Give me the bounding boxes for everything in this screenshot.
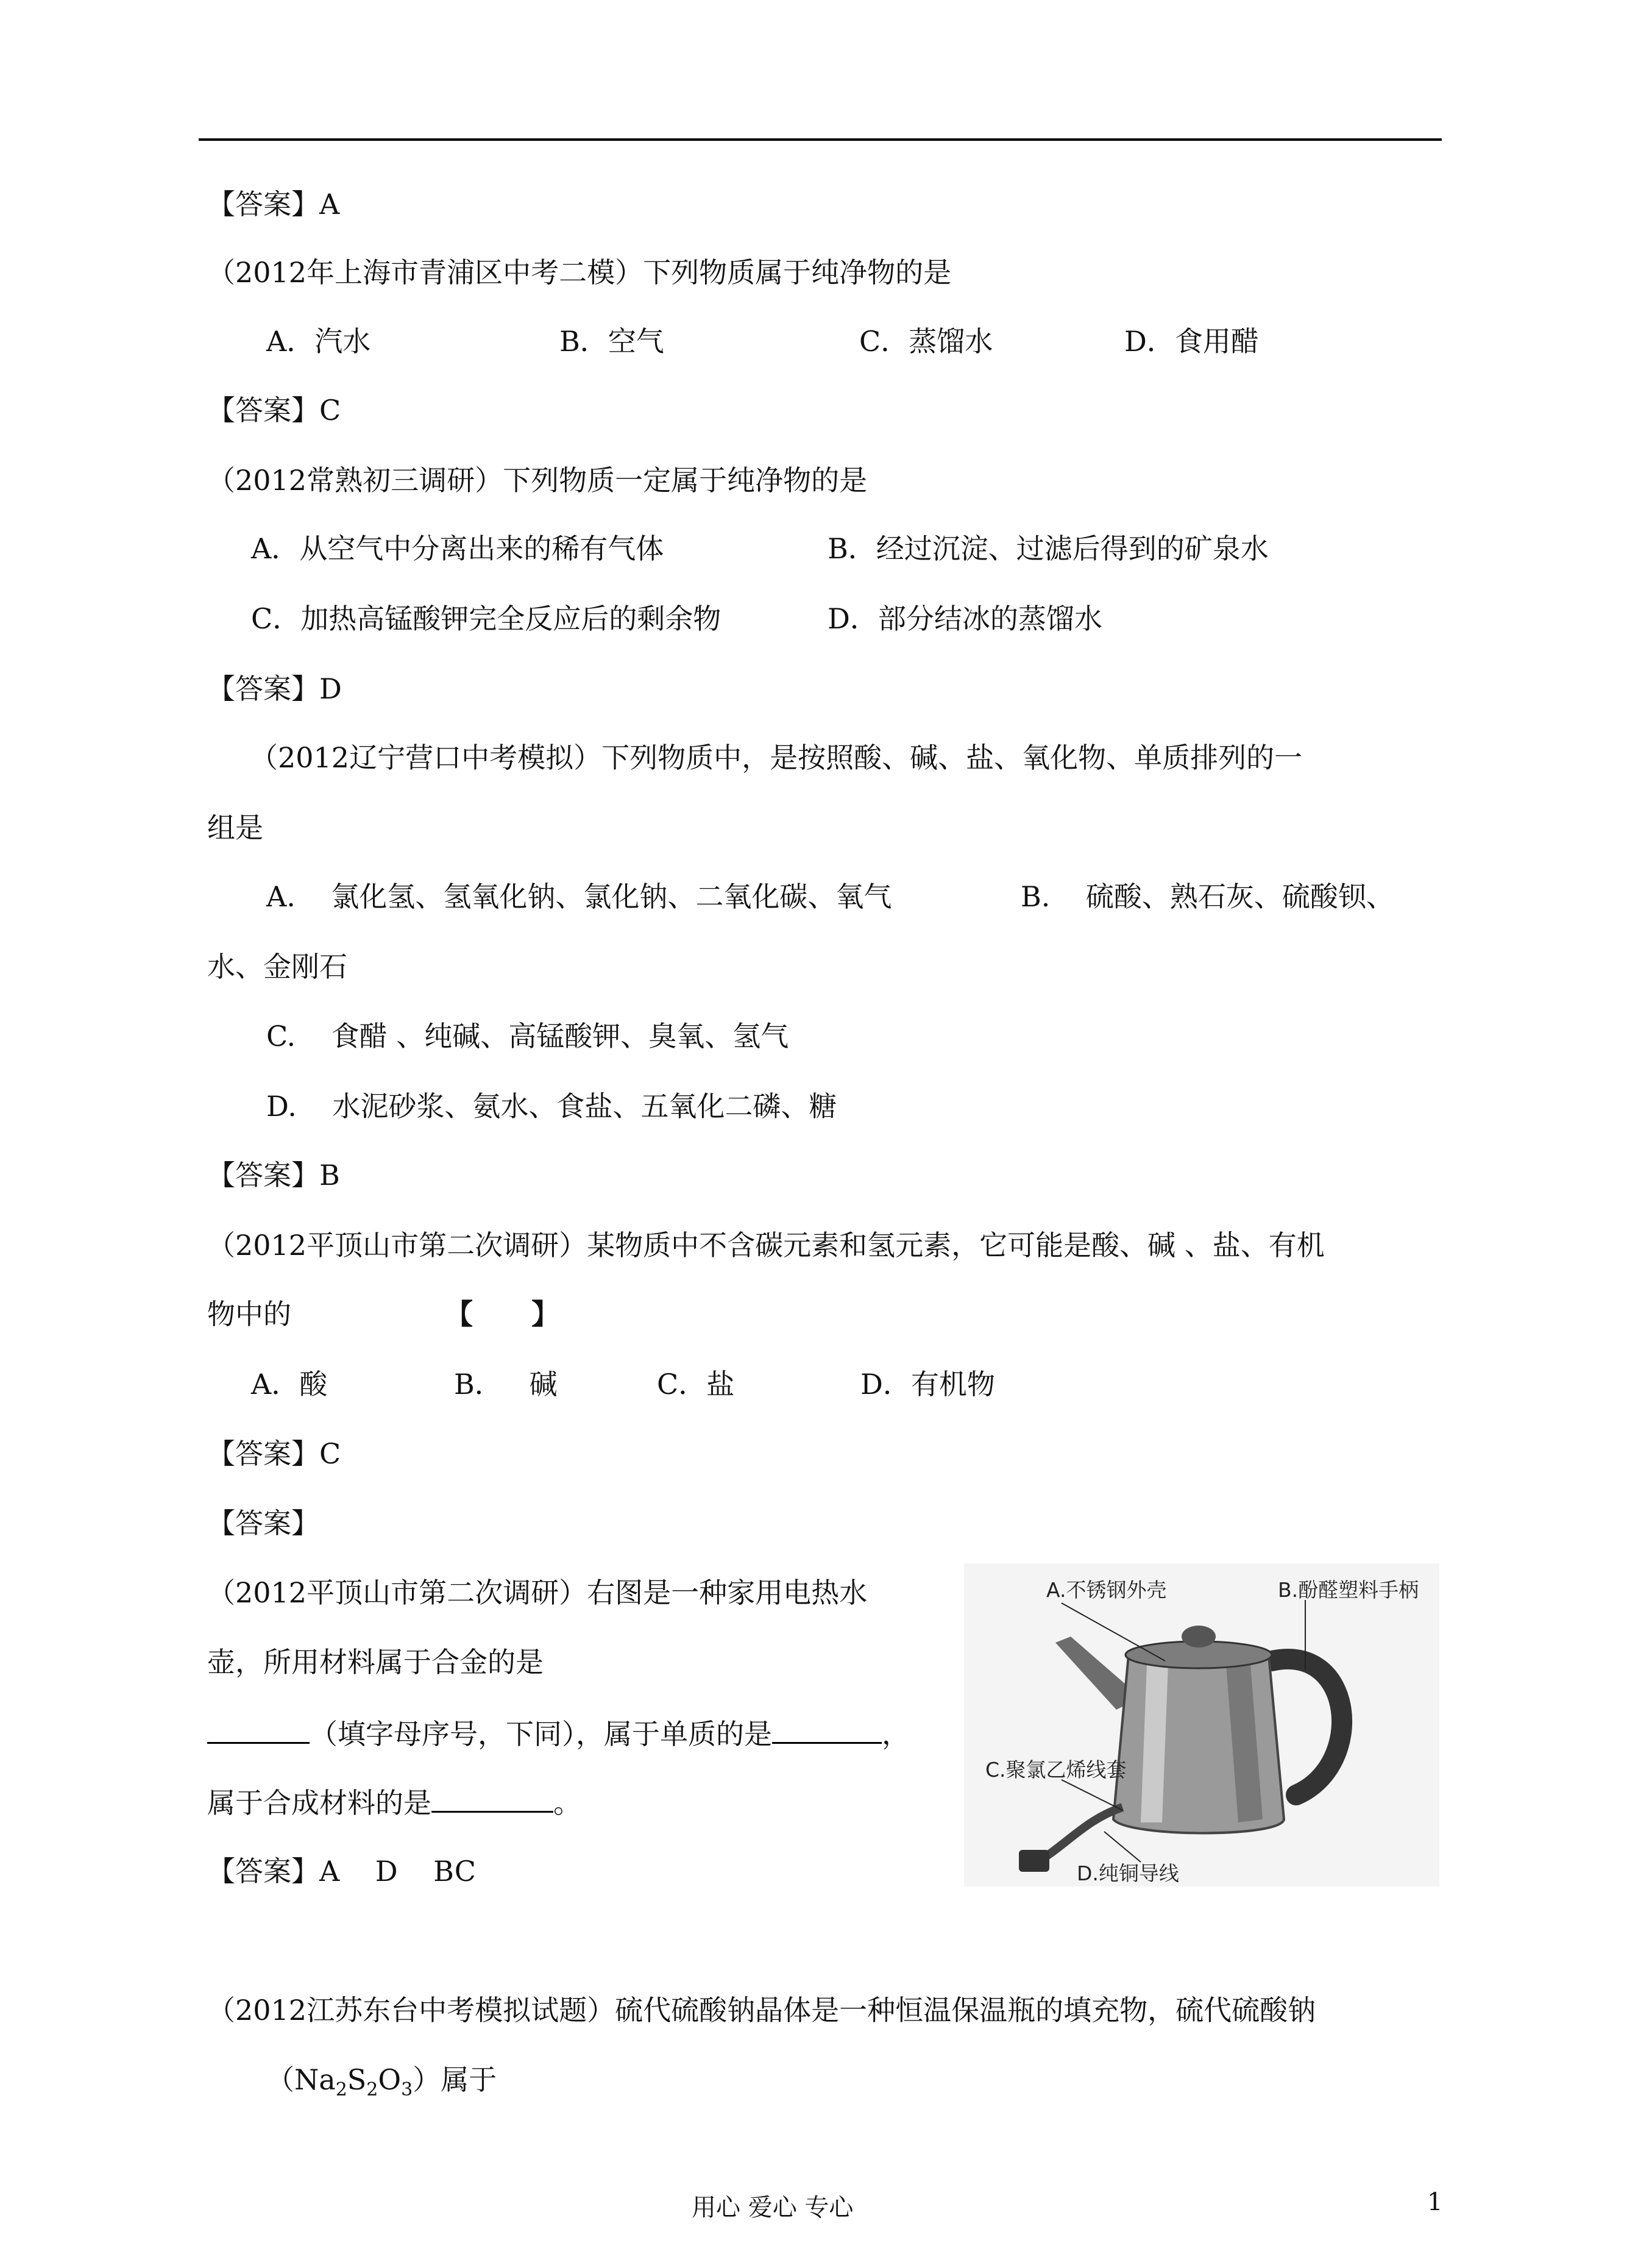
footer-slogan: 用心 爱心 专心	[692, 2194, 854, 2222]
option-d: D. 水泥砂浆、氨水、食盐、五氧化二磷、糖	[266, 1090, 837, 1123]
stem-text: 。	[553, 1786, 581, 1819]
label-b: B.酚醛塑料手柄	[1278, 1578, 1419, 1602]
question-stem-cont: 壶，所用材料属于合金的是	[207, 1646, 544, 1679]
answer-q2: 【答案】C	[207, 394, 341, 427]
option-a: A．汽水	[266, 325, 371, 358]
kettle-figure	[964, 1563, 1439, 1886]
answer-empty: 【答案】	[207, 1507, 319, 1540]
option-b-cont: 水、金刚石	[207, 950, 347, 983]
answer-q6: 【答案】A D BC	[207, 1855, 476, 1888]
plug	[1019, 1850, 1049, 1872]
header-rule	[199, 138, 1442, 141]
answer-q3: 【答案】D	[207, 672, 342, 705]
option-d: D．有机物	[860, 1368, 995, 1401]
fill-blank[interactable]	[207, 1714, 310, 1744]
question-stem-cont: 物中的	[207, 1298, 291, 1331]
option-c: C．蒸馏水	[859, 325, 993, 358]
answer-q1: 【答案】A	[207, 188, 340, 221]
option-a: A．酸	[251, 1368, 328, 1401]
subscript: 2	[366, 2079, 378, 2101]
option-b: B. 硫酸、熟石灰、硫酸钡、	[1021, 880, 1394, 913]
option-b: B． 碱	[454, 1368, 558, 1401]
label-a: A.不锈钢外壳	[1046, 1578, 1167, 1602]
question-stem: （2012平顶山市第二次调研）某物质中不含碳元素和氢元素，它可能是酸、碱 、盐、有机	[207, 1229, 1325, 1262]
question-stem: （2012江苏东台中考模拟试题）硫代硫酸钠晶体是一种恒温保温瓶的填充物，硫代硫酸钠	[207, 1994, 1316, 2027]
stem-text: ，	[882, 1718, 910, 1751]
option-c: C．加热高锰酸钾完全反应后的剩余物	[251, 602, 722, 635]
answer-bracket: 【 】	[445, 1298, 560, 1331]
stem-text: 属于合成材料的是	[207, 1786, 431, 1819]
option-b: B．空气	[559, 325, 664, 358]
option-c: C. 食醋 、纯碱、高锰酸钾、臭氧、氢气	[266, 1020, 789, 1053]
subscript: 2	[335, 2079, 347, 2101]
label-d: D.纯铜导线	[1077, 1861, 1179, 1885]
page-number: 1	[1427, 2188, 1443, 2216]
fill-blank[interactable]	[431, 1783, 553, 1813]
fill-blank[interactable]	[772, 1714, 882, 1744]
label-c: C.聚氯乙烯线套	[985, 1758, 1127, 1782]
question-stem: （2012平顶山市第二次调研）右图是一种家用电热水	[207, 1576, 868, 1609]
question-stem-fill	[207, 1714, 910, 1752]
formula-part: ）属于	[413, 2063, 497, 2096]
question-stem: （2012年上海市青浦区中考二模）下列物质属于纯净物的是	[207, 256, 952, 289]
question-stem: （2012辽宁营口中考模拟）下列物质中，是按照酸、碱、盐、氧化物、单质排列的一	[250, 741, 1303, 774]
formula-part: （Na	[266, 2063, 336, 2096]
option-a: A．从空气中分离出来的稀有气体	[251, 532, 664, 565]
formula-part: S	[347, 2063, 367, 2096]
stem-text: （填字母序号，下同），属于单质的是	[310, 1718, 772, 1751]
option-d: D．部分结冰的蒸馏水	[828, 602, 1102, 635]
answer-q4: 【答案】B	[207, 1159, 340, 1192]
option-c: C．盐	[657, 1368, 735, 1401]
question-stem-cont: 组是	[207, 811, 263, 844]
question-stem-fill	[207, 1783, 581, 1821]
subscript: 3	[401, 2079, 413, 2101]
kettle-knob	[1182, 1626, 1216, 1648]
option-b: B．经过沉淀、过滤后得到的矿泉水	[828, 532, 1269, 565]
chemical-formula	[266, 2061, 497, 2108]
option-d: D．食用醋	[1124, 325, 1259, 358]
formula-part: O	[378, 2063, 402, 2096]
question-stem: （2012常熟初三调研）下列物质一定属于纯净物的是	[207, 464, 868, 497]
option-a: A. 氯化氢、氢氧化钠、氯化钠、二氧化碳、氧气	[266, 880, 892, 913]
answer-q5: 【答案】C	[207, 1437, 341, 1470]
